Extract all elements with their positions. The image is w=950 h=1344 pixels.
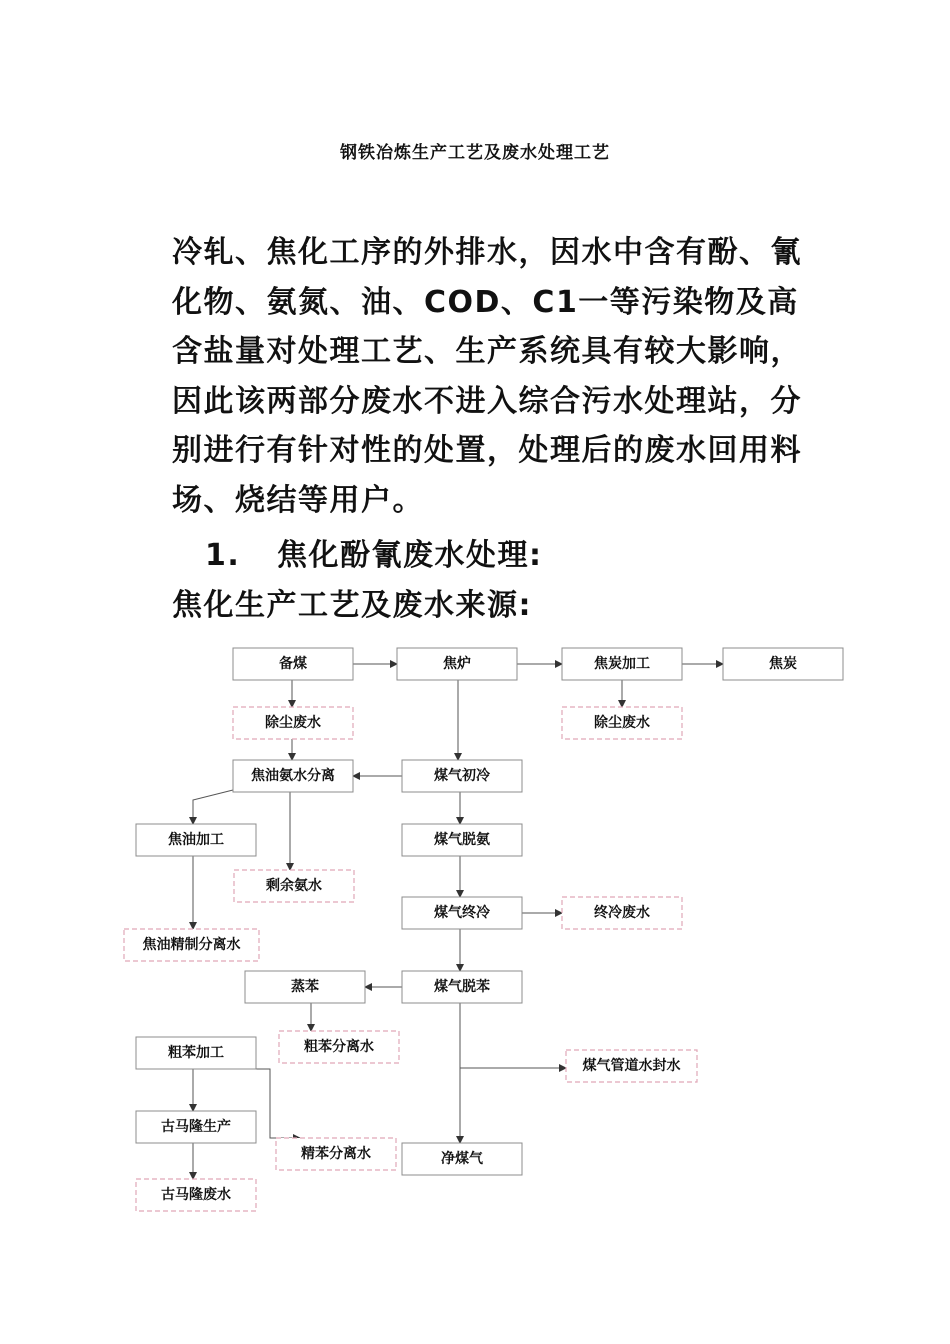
flow-node-label: 净煤气: [441, 1151, 483, 1167]
flow-node-jyjg: [136, 824, 256, 856]
flow-node-jyanfl: [233, 760, 353, 792]
flow-node-label: 焦炭加工: [594, 656, 650, 672]
flow-node-mqzl: [402, 897, 522, 929]
flow-node-mqgd: [566, 1050, 697, 1082]
flow-node-label: 焦油氨水分离: [251, 768, 335, 784]
flow-node-zlfs: [562, 897, 682, 929]
section-number: 1.: [205, 538, 241, 573]
flow-node-label: 粗苯分离水: [304, 1039, 374, 1055]
flow-node-label: 煤气脱苯: [434, 979, 490, 995]
flow-node-label: 煤气脱氨: [434, 832, 490, 848]
flow-node-label: 终冷废水: [594, 905, 650, 921]
flow-node-label: 煤气终冷: [434, 905, 490, 921]
flow-node-label: 焦油精制分离水: [142, 937, 241, 953]
flow-node-jiaotan: [723, 648, 843, 680]
flow-node-cbjg: [136, 1037, 256, 1069]
flow-node-jiaotan_jg: [562, 648, 682, 680]
flow-node-gmlfs: [136, 1179, 256, 1211]
flow-node-cbfl: [279, 1031, 399, 1063]
flow-node-beimei: [233, 648, 353, 680]
flow-node-label: 粗苯加工: [168, 1045, 224, 1061]
flow-node-label: 备煤: [279, 656, 307, 672]
flow-node-label: 焦炭: [769, 656, 797, 672]
flow-node-label: 焦油加工: [168, 832, 224, 848]
flow-node-label: 古马隆废水: [161, 1187, 231, 1203]
body-paragraph: 冷轧、焦化工序的外排水，因水中含有酚、氰化物、氨氮、油、COD、C1一等污染物及高含盐量对处理工艺、生产系统具有较大影响，因此该两部分废水不进入综合污水处理站，分别进行有针对性的处置，处理后的废水回用料场、烧结等用户。: [172, 235, 802, 518]
edge-mqtb-to-mqgd: [460, 1003, 566, 1068]
flow-node-mqta: [402, 824, 522, 856]
flow-node-gmlsc: [136, 1111, 256, 1143]
flow-node-chuchen1: [233, 707, 353, 739]
edge-cbjg-to-jbfl: [256, 1069, 300, 1138]
flow-node-syas: [234, 870, 354, 902]
flow-node-mqtb: [402, 971, 522, 1003]
flow-node-jmq: [402, 1143, 522, 1175]
subheading: 焦化生产工艺及废水来源:: [172, 588, 532, 623]
flow-node-mqcl: [402, 760, 522, 792]
flow-node-label: 煤气初冷: [434, 768, 490, 784]
flow-node-label: 古马隆生产: [161, 1119, 231, 1135]
flow-node-chuchen2: [562, 707, 682, 739]
section-title: 焦化酚氰废水处理:: [277, 538, 543, 573]
flow-node-jiaolu: [397, 648, 517, 680]
flow-node-label: 蒸苯: [291, 979, 319, 995]
flow-node-label: 精苯分离水: [301, 1146, 371, 1162]
page-title: 钢铁冶炼生产工艺及废水处理工艺: [340, 143, 610, 163]
flow-node-zhengben: [245, 971, 365, 1003]
flow-node-jyjz: [124, 929, 259, 961]
flow-node-label: 煤气管道水封水: [582, 1058, 681, 1074]
flow-node-label: 除尘废水: [265, 715, 321, 731]
flow-node-label: 除尘废水: [594, 715, 650, 731]
flow-node-label: 剩余氨水: [266, 878, 322, 894]
flow-node-jbfl: [276, 1138, 396, 1170]
edge-jyanfl-to-jyjg: [193, 790, 233, 824]
flow-node-label: 焦炉: [443, 656, 471, 672]
